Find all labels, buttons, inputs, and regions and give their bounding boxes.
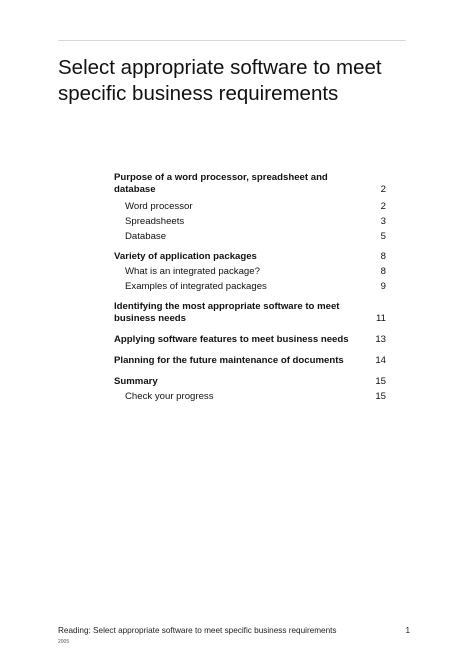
table-of-contents <box>114 172 386 403</box>
page-footer <box>58 626 410 645</box>
toc-entry-page: 8 <box>380 266 386 277</box>
footer-page-number: 1 <box>405 626 410 635</box>
toc-entry[interactable] <box>114 391 386 403</box>
toc-entry[interactable] <box>114 231 386 243</box>
toc-entry[interactable] <box>114 281 386 293</box>
footer-year: 2005 <box>58 639 70 645</box>
toc-entry-label: Database <box>125 231 167 242</box>
toc-entry-page: 13 <box>375 334 386 345</box>
toc-entry-label: Check your progress <box>125 391 214 402</box>
toc-entry[interactable] <box>114 172 386 196</box>
toc-entry-page: 2 <box>380 201 386 212</box>
toc-entry[interactable] <box>114 301 386 325</box>
toc-entry-label: Word processor <box>125 201 193 212</box>
toc-entry-label: Examples of integrated packages <box>125 281 267 292</box>
toc-entry-page: 8 <box>380 251 386 262</box>
toc-entry-page: 2 <box>380 184 386 195</box>
toc-entry-label: Summary <box>114 376 158 387</box>
footer-text: Reading: Select appropriate software to meet specific business requirements <box>58 626 337 635</box>
toc-entry-label: Purpose of a word processor, spreadsheet and database <box>114 172 328 195</box>
toc-entry-page: 15 <box>375 376 386 387</box>
toc-entry-page: 9 <box>380 281 386 292</box>
toc-entry[interactable] <box>114 376 386 388</box>
toc-entry[interactable] <box>114 334 386 346</box>
toc-entry-label: Planning for the future maintenance of documents <box>114 355 344 366</box>
toc-entry[interactable] <box>114 355 386 367</box>
header-rule <box>58 40 406 41</box>
document-title: Select appropriate software to meet specific business requirements <box>58 56 382 105</box>
toc-entry-label: Identifying the most appropriate software to meet business needs <box>114 301 340 324</box>
toc-entry-page: 11 <box>376 313 386 324</box>
toc-entry-page: 15 <box>375 391 386 402</box>
toc-entry-page: 5 <box>380 231 386 242</box>
toc-entry-label: Applying software features to meet business needs <box>114 334 349 345</box>
toc-entry[interactable] <box>114 201 386 213</box>
toc-entry-label: Variety of application packages <box>114 251 257 262</box>
toc-entry-label: Spreadsheets <box>125 216 185 227</box>
toc-entry-label: What is an integrated package? <box>125 266 260 277</box>
toc-entry[interactable] <box>114 216 386 228</box>
toc-entry[interactable] <box>114 266 386 278</box>
toc-entry-page: 14 <box>375 355 386 366</box>
toc-entry-page: 3 <box>380 216 386 227</box>
toc-entry[interactable] <box>114 251 386 263</box>
